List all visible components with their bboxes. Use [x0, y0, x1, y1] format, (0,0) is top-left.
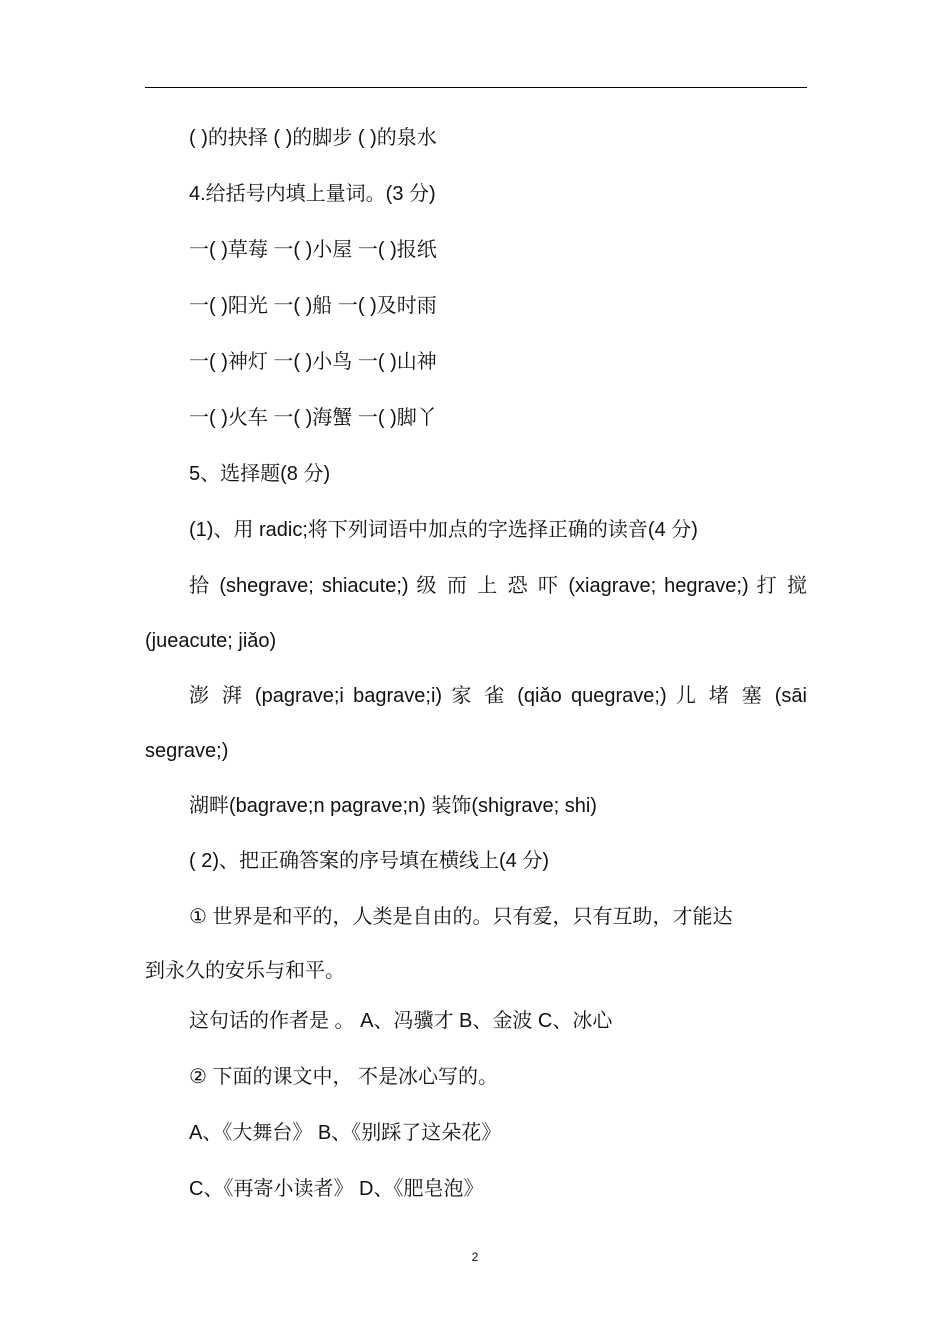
header-rule — [145, 87, 807, 88]
text-line: 一( )阳光 一( )船 一( )及时雨 — [189, 295, 437, 317]
text-line: 拾 (shegrave; shiacute;) 级 而 上 恐 吓 (xiagrave; hegrave;) 打 搅 — [189, 575, 807, 597]
text-line: 到永久的安乐与和平。 — [145, 960, 345, 982]
text-line: A、《大舞台》 B、《别踩了这朵花》 — [189, 1122, 502, 1144]
subquestion-2-heading: ( 2)、把正确答案的序号填在横线上(4 分) — [189, 850, 549, 872]
text-line: ② 下面的课文中， 不是冰心写的。 — [189, 1066, 499, 1088]
text-line: 一( )神灯 一( )小鸟 一( )山神 — [189, 351, 437, 373]
text-line: segrave;) — [145, 740, 229, 762]
subquestion-1-heading: (1)、用 radic;将下列词语中加点的字选择正确的读音(4 分) — [189, 519, 698, 541]
text-line: 一( )火车 一( )海蟹 一( )脚丫 — [189, 407, 437, 429]
text-line: 澎 湃 (pagrave;i bagrave;i) 家 雀 (qiǎo quegrave;) 儿 堵 塞 (sāi — [189, 685, 807, 707]
text-line: 这句话的作者是 。 A、冯骥才 B、金波 C、冰心 — [189, 1010, 613, 1032]
question-5-heading: 5、选择题(8 分) — [189, 463, 331, 485]
text-line: (jueacute; jiǎo) — [145, 630, 277, 652]
text-line: 湖畔(bagrave;n pagrave;n) 装饰(shigrave; shi) — [189, 795, 597, 817]
text-line: C、《再寄小读者》 D、《肥皂泡》 — [189, 1178, 484, 1200]
text-line: ① 世界是和平的，人类是自由的。只有爱，只有互助，才能达 — [189, 906, 733, 928]
text-line: 一( )草莓 一( )小屋 一( )报纸 — [189, 239, 437, 261]
text-line: ( )的抉择 ( )的脚步 ( )的泉水 — [189, 127, 437, 149]
page-number: 2 — [471, 1250, 479, 1264]
question-4-heading: 4.给括号内填上量词。(3 分) — [189, 183, 436, 205]
